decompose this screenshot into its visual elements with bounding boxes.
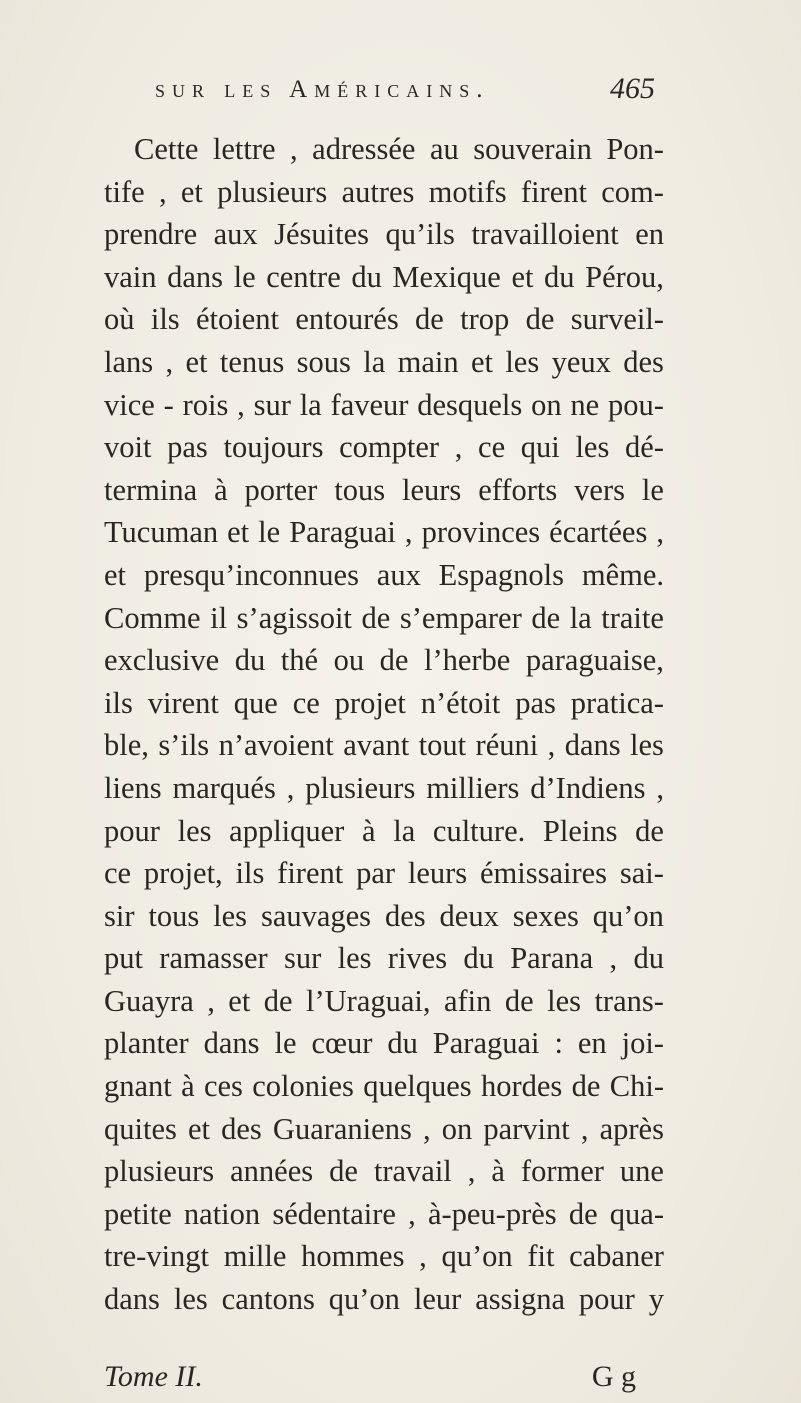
word: des [384,898,426,933]
word: Guayra [104,983,194,1018]
word: termina [104,472,198,507]
word: lettre [212,132,276,166]
word: Paraguai [289,515,396,550]
text-line [104,341,664,384]
word: adressée [312,132,416,166]
word: Pleins [542,813,618,848]
word: toujours [223,430,324,465]
text-line [104,469,664,512]
word: main [397,344,459,379]
word: rois [182,387,229,422]
word: dans [167,259,224,294]
word: presqu’inconnues [143,557,359,592]
word: on [531,387,562,422]
word: le [233,259,256,294]
word: Parana [510,941,594,976]
word: plusieurs [104,1154,215,1189]
word: qua- [609,1196,664,1231]
word: Mexique [392,259,501,294]
word: il [210,600,228,635]
word: , [656,770,664,805]
word: tous [334,472,386,507]
word: put [104,941,143,976]
word: colonies [252,1069,354,1104]
word: trop [460,302,510,337]
word: ils [235,856,265,891]
text-line [104,298,664,341]
word: gnant [104,1069,172,1104]
word: qu’on [592,898,664,933]
word: surveil- [570,302,664,337]
word: d’Indiens [530,770,646,805]
signature-mark: G g [591,1360,636,1393]
word: une [619,1154,664,1189]
word: leurs [402,472,462,507]
word: Pon- [606,132,664,166]
word: à-peu-près [427,1196,557,1231]
word: s’ils [158,728,210,763]
word: porter [244,472,318,507]
word: en [577,1026,607,1061]
word: voit [104,430,152,465]
text-line [104,895,664,938]
word: pour [578,1282,635,1317]
word: leur [413,1282,462,1317]
word: yeux [551,344,611,379]
word: de [525,302,555,337]
word: trans- [594,983,664,1018]
text-line [104,937,664,980]
word: quelques [363,1069,472,1104]
word: Cette [134,132,199,166]
word: milliers [426,770,520,805]
word: de [361,600,391,635]
word: quites [104,1111,177,1146]
word: traite [601,600,664,635]
word: ce [478,430,506,465]
word: ramasser [159,941,268,976]
word: de [504,983,534,1018]
word: dé- [625,430,664,465]
word: et [185,344,208,379]
word: assigna [475,1282,565,1317]
word: parvint [483,1111,570,1146]
word: tenus [219,344,285,379]
word: , [408,1196,416,1231]
word: n’étoit [420,685,501,720]
word: de [263,983,293,1018]
word: pratica- [570,685,664,720]
text-line [104,980,664,1023]
word: et [470,344,493,379]
word: cantons [221,1282,315,1317]
word: rives [387,941,448,976]
word: autres [341,174,415,209]
word: Jésuites [274,217,369,252]
word: faveur [330,387,409,422]
word: cabaner [569,1239,664,1274]
word: de [379,643,409,678]
word: , [158,174,167,209]
word: des [221,1111,262,1146]
word: , [547,728,556,763]
word: nation [183,1196,261,1231]
text-line [104,213,664,256]
word: ce [292,685,320,720]
word: tife [104,174,145,209]
word: les [630,728,664,763]
word: vice [104,387,155,422]
text-line [104,426,664,469]
body-text [104,128,664,1321]
word: à [491,1154,505,1189]
word: du [351,259,382,294]
page-number: 465 [610,72,655,105]
word: de [531,600,561,635]
text-line [104,852,664,895]
word: liens [104,770,162,805]
word: et [180,174,203,209]
word: s’emparer [399,600,522,635]
word: entourés [295,302,399,337]
word: , [580,1111,589,1146]
word: qu’on [328,1282,400,1317]
word: ne [570,387,600,422]
text-line [104,597,664,640]
word: la [569,600,592,635]
word: ils [150,302,180,337]
word: et [187,1111,210,1146]
word: y [648,1282,664,1317]
word: travail [373,1154,452,1189]
word: sur [284,941,322,976]
word: , [290,132,298,166]
word: on [441,1111,473,1146]
word: par [356,856,396,891]
word: du [234,643,266,678]
word: pas [167,430,208,465]
word: et [227,515,250,550]
word: dans [203,1026,260,1061]
word: de [635,813,664,848]
word: les [337,941,372,976]
word: les [213,898,248,933]
word: du [633,941,664,976]
word: vain [104,259,157,294]
word: qu’ils [385,217,455,252]
word: le [258,515,281,550]
word: à [181,1069,195,1104]
word: afin [443,983,492,1018]
word: de [329,1154,358,1189]
word: lans [104,344,154,379]
text-line [104,724,664,767]
word: de [568,1196,598,1231]
word: , [609,941,618,976]
text-line [104,256,664,299]
word: s’agissoit [236,600,352,635]
word: hordes [480,1069,563,1104]
word: après [599,1111,664,1146]
word: , [207,983,215,1018]
word: firent [277,856,344,891]
word: et [511,259,534,294]
word: , [286,770,295,805]
text-line [104,810,664,853]
word: efforts [478,472,558,507]
word: ble, [104,728,149,763]
word: , [454,430,463,465]
word: Pérou, [585,259,664,294]
word: sir [104,898,135,933]
word: à [214,472,228,507]
word: plusieurs [217,174,328,209]
word: firent [520,174,587,209]
word: années [230,1154,314,1189]
word: sédentaire [272,1196,396,1231]
word: ils [104,685,133,720]
word: et [228,983,251,1018]
word: exclusive [104,643,220,678]
word: sous [296,344,351,379]
word: projet, [143,856,223,891]
text-line [104,171,664,214]
word: les [575,430,610,465]
text-line [104,1235,664,1278]
word: : [554,1026,563,1061]
text-line [104,384,664,427]
word: du [387,1026,418,1061]
running-title: sur les Américains. [155,76,490,103]
word: motifs [428,174,507,209]
word: planter [104,1026,189,1061]
word: en [635,217,664,252]
word: pas [515,685,556,720]
word: souverain [473,132,592,166]
volume-label: Tome II. [104,1360,203,1393]
word: qui [520,430,560,465]
word: étoient [196,302,280,337]
word: même. [581,557,664,592]
word: écartées [549,515,648,550]
word: dans [564,728,621,763]
word: ou [333,643,365,678]
word: ce [104,856,132,891]
word: réuni [475,728,539,763]
word: pou- [608,387,664,422]
text-line [104,1193,664,1236]
page-footer [104,1360,664,1400]
word: former [520,1154,604,1189]
word: leurs [407,856,468,891]
word: deux [439,898,499,933]
word: , [419,1239,427,1274]
word: la [299,387,322,422]
word: Guaraniens [272,1111,412,1146]
word: Tucuman [104,515,219,550]
word: com- [601,174,664,209]
word: provinces [421,515,541,550]
word: , [404,515,413,550]
word: tout [418,728,467,763]
word: hommes [301,1239,405,1274]
word: compter [339,430,440,465]
word: paraguaise, [525,643,664,678]
word: projet [334,685,406,720]
word: le [274,1026,297,1061]
word: petite [104,1196,172,1231]
word: marqués [172,770,276,805]
text-line [104,511,664,554]
text-line [104,554,664,597]
word: , [165,344,174,379]
word: les [547,983,581,1018]
word: tre-vingt [104,1239,210,1274]
word: aux [376,557,421,592]
text-line [104,128,664,171]
word: le [641,472,664,507]
word: et [104,557,127,592]
word: qu’on [441,1239,513,1274]
word: de [415,302,444,337]
word: fit [527,1239,555,1274]
word: sai- [619,856,664,891]
word: du [544,259,575,294]
word: l’herbe [423,643,511,678]
word: centre [266,259,341,294]
word: émissaires [479,856,608,891]
word: aux [213,217,258,252]
word: de [571,1069,601,1104]
word: mille [223,1239,287,1274]
word: Espagnols [438,557,565,592]
text-line [104,639,664,682]
word: sur [253,387,291,422]
word: les [173,1282,208,1317]
word: , [422,1111,431,1146]
word: Paraguai [432,1026,540,1061]
word: desquels [417,387,523,422]
text-line [104,767,664,810]
word: à [362,813,376,848]
word: , [467,1154,476,1189]
word: ces [203,1069,243,1104]
word: plusieurs [305,770,416,805]
word: les [177,813,212,848]
word: que [233,685,278,720]
word: Comme [104,600,201,635]
word: prendre [104,217,198,252]
text-line [104,682,664,725]
word: vers [574,472,625,507]
text-line [104,1278,664,1321]
word: du [463,941,494,976]
word: n’avoient [218,728,334,763]
word: Chi- [609,1069,664,1104]
word: virent [147,685,219,720]
word: où [104,302,135,337]
text-line [104,1022,664,1065]
word: des [623,344,664,379]
word: culture. [432,813,526,848]
word: - [163,387,174,422]
word: pour [104,813,160,848]
word: joi- [621,1026,664,1061]
word: l’Uraguai, [306,983,431,1018]
word: la [393,813,416,848]
word: sauvages [260,898,372,933]
word: appliquer [229,813,345,848]
running-head [155,72,655,120]
text-line [104,1108,664,1151]
word: , [237,387,245,422]
word: tous [148,898,200,933]
word: , [656,515,664,550]
word: cœur [311,1026,373,1061]
text-line [104,1065,664,1108]
word: la [363,344,386,379]
word: thé [280,643,319,678]
word: dans [104,1282,160,1317]
text-line [104,1150,664,1193]
word: les [505,344,540,379]
word: sexes [512,898,579,933]
word: au [429,132,459,166]
word: avant [343,728,410,763]
word: travailloient [471,217,619,252]
